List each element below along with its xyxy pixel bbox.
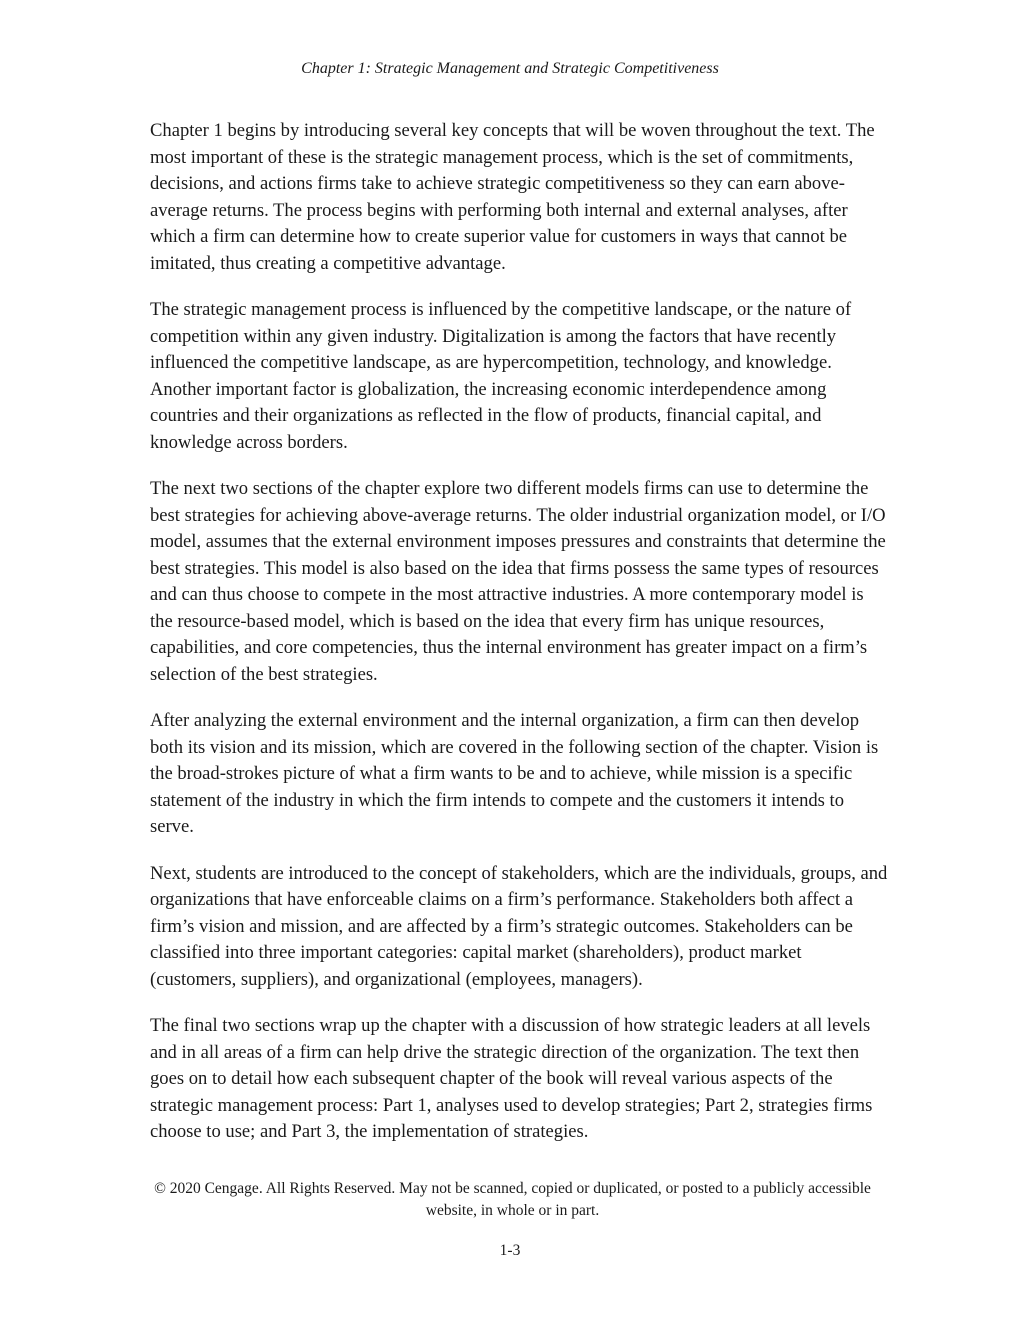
paragraph-strategic-leaders: The final two sections wrap up the chapter with a discussion of how strategic leaders at all levels and in all areas of a firm can help drive the strategic direction of the organization. The text then goes on to detail how each subsequent chapter of the book will reveal various aspects of the strategic management process: Part 1, analyses used to develop strategies; Part 2, strategies firms choose to use; and Part 3, the implementation of strategies. xyxy=(150,1015,873,1142)
copyright-notice: © 2020 Cengage. All Rights Reserved. May not be scanned, copied or duplicated, or posted to a publicly accessible website, in whole or in part. xyxy=(154,1180,871,1219)
page-number: 1-3 xyxy=(499,1242,521,1259)
paragraph-vision-mission: After analyzing the external environment and the internal organization, a firm can then develop both its vision and its mission, which are covered in the following section of the chapter. Vision is the broad-strokes picture of what a firm wants to be and to achieve, while mission is a specific statement of the industry in which the firm intends to compete and the customers it intends to serve. xyxy=(150,710,879,837)
paragraph-competitive-landscape: The strategic management process is influenced by the competitive landscape, or the nature of competition within any given industry. Digitalization is among the factors that have recently influenced the competitive landscape, as are hypercompetition, technology, and knowledge. Another important factor is globalization, the increasing economic interdependence among countries and their organizations as reflected in the flow of products, financial capital, and knowledge across borders. xyxy=(150,299,852,453)
paragraph-stakeholders: Next, students are introduced to the concept of stakeholders, which are the individuals, groups, and organizations that have enforceable claims on a firm’s performance. Stakeholders both affect a firm’s vision and mission, and are affected by a firm’s strategic outcomes. Stakeholders can be classified into three important categories: capital market (shareholders), product market (customers, suppliers), and organizational (employees, managers). xyxy=(150,862,888,990)
running-header: Chapter 1: Strategic Management and Strategic Competitiveness xyxy=(301,60,719,77)
paragraph-models: The next two sections of the chapter explore two different models firms can use to determine the best strategies for achieving above-average returns. The older industrial organization model, or I/O model, assumes that the external environment imposes pressures and constraints that determine the best strategies. This model is also based on the idea that firms possess the same types of resources and can thus choose to compete in the most attractive industries. A more contemporary model is the resource-based model, which is based on the idea that every firm has unique resources, capabilities, and core competencies, thus the internal environment has greater impact on a firm’s selection of the best strategies. xyxy=(150,478,886,685)
body-text xyxy=(150,118,890,1166)
paragraph-intro: Chapter 1 begins by introducing several key concepts that will be woven throughout the text. The most important of these is the strategic management process, which is the set of commitments, decisions, and actions firms take to achieve strategic competitiveness so they can earn above-average returns. The process begins with performing both internal and external analyses, after which a firm can determine how to create superior value for customers in ways that cannot be imitated, thus creating a competitive advantage. xyxy=(150,120,875,274)
